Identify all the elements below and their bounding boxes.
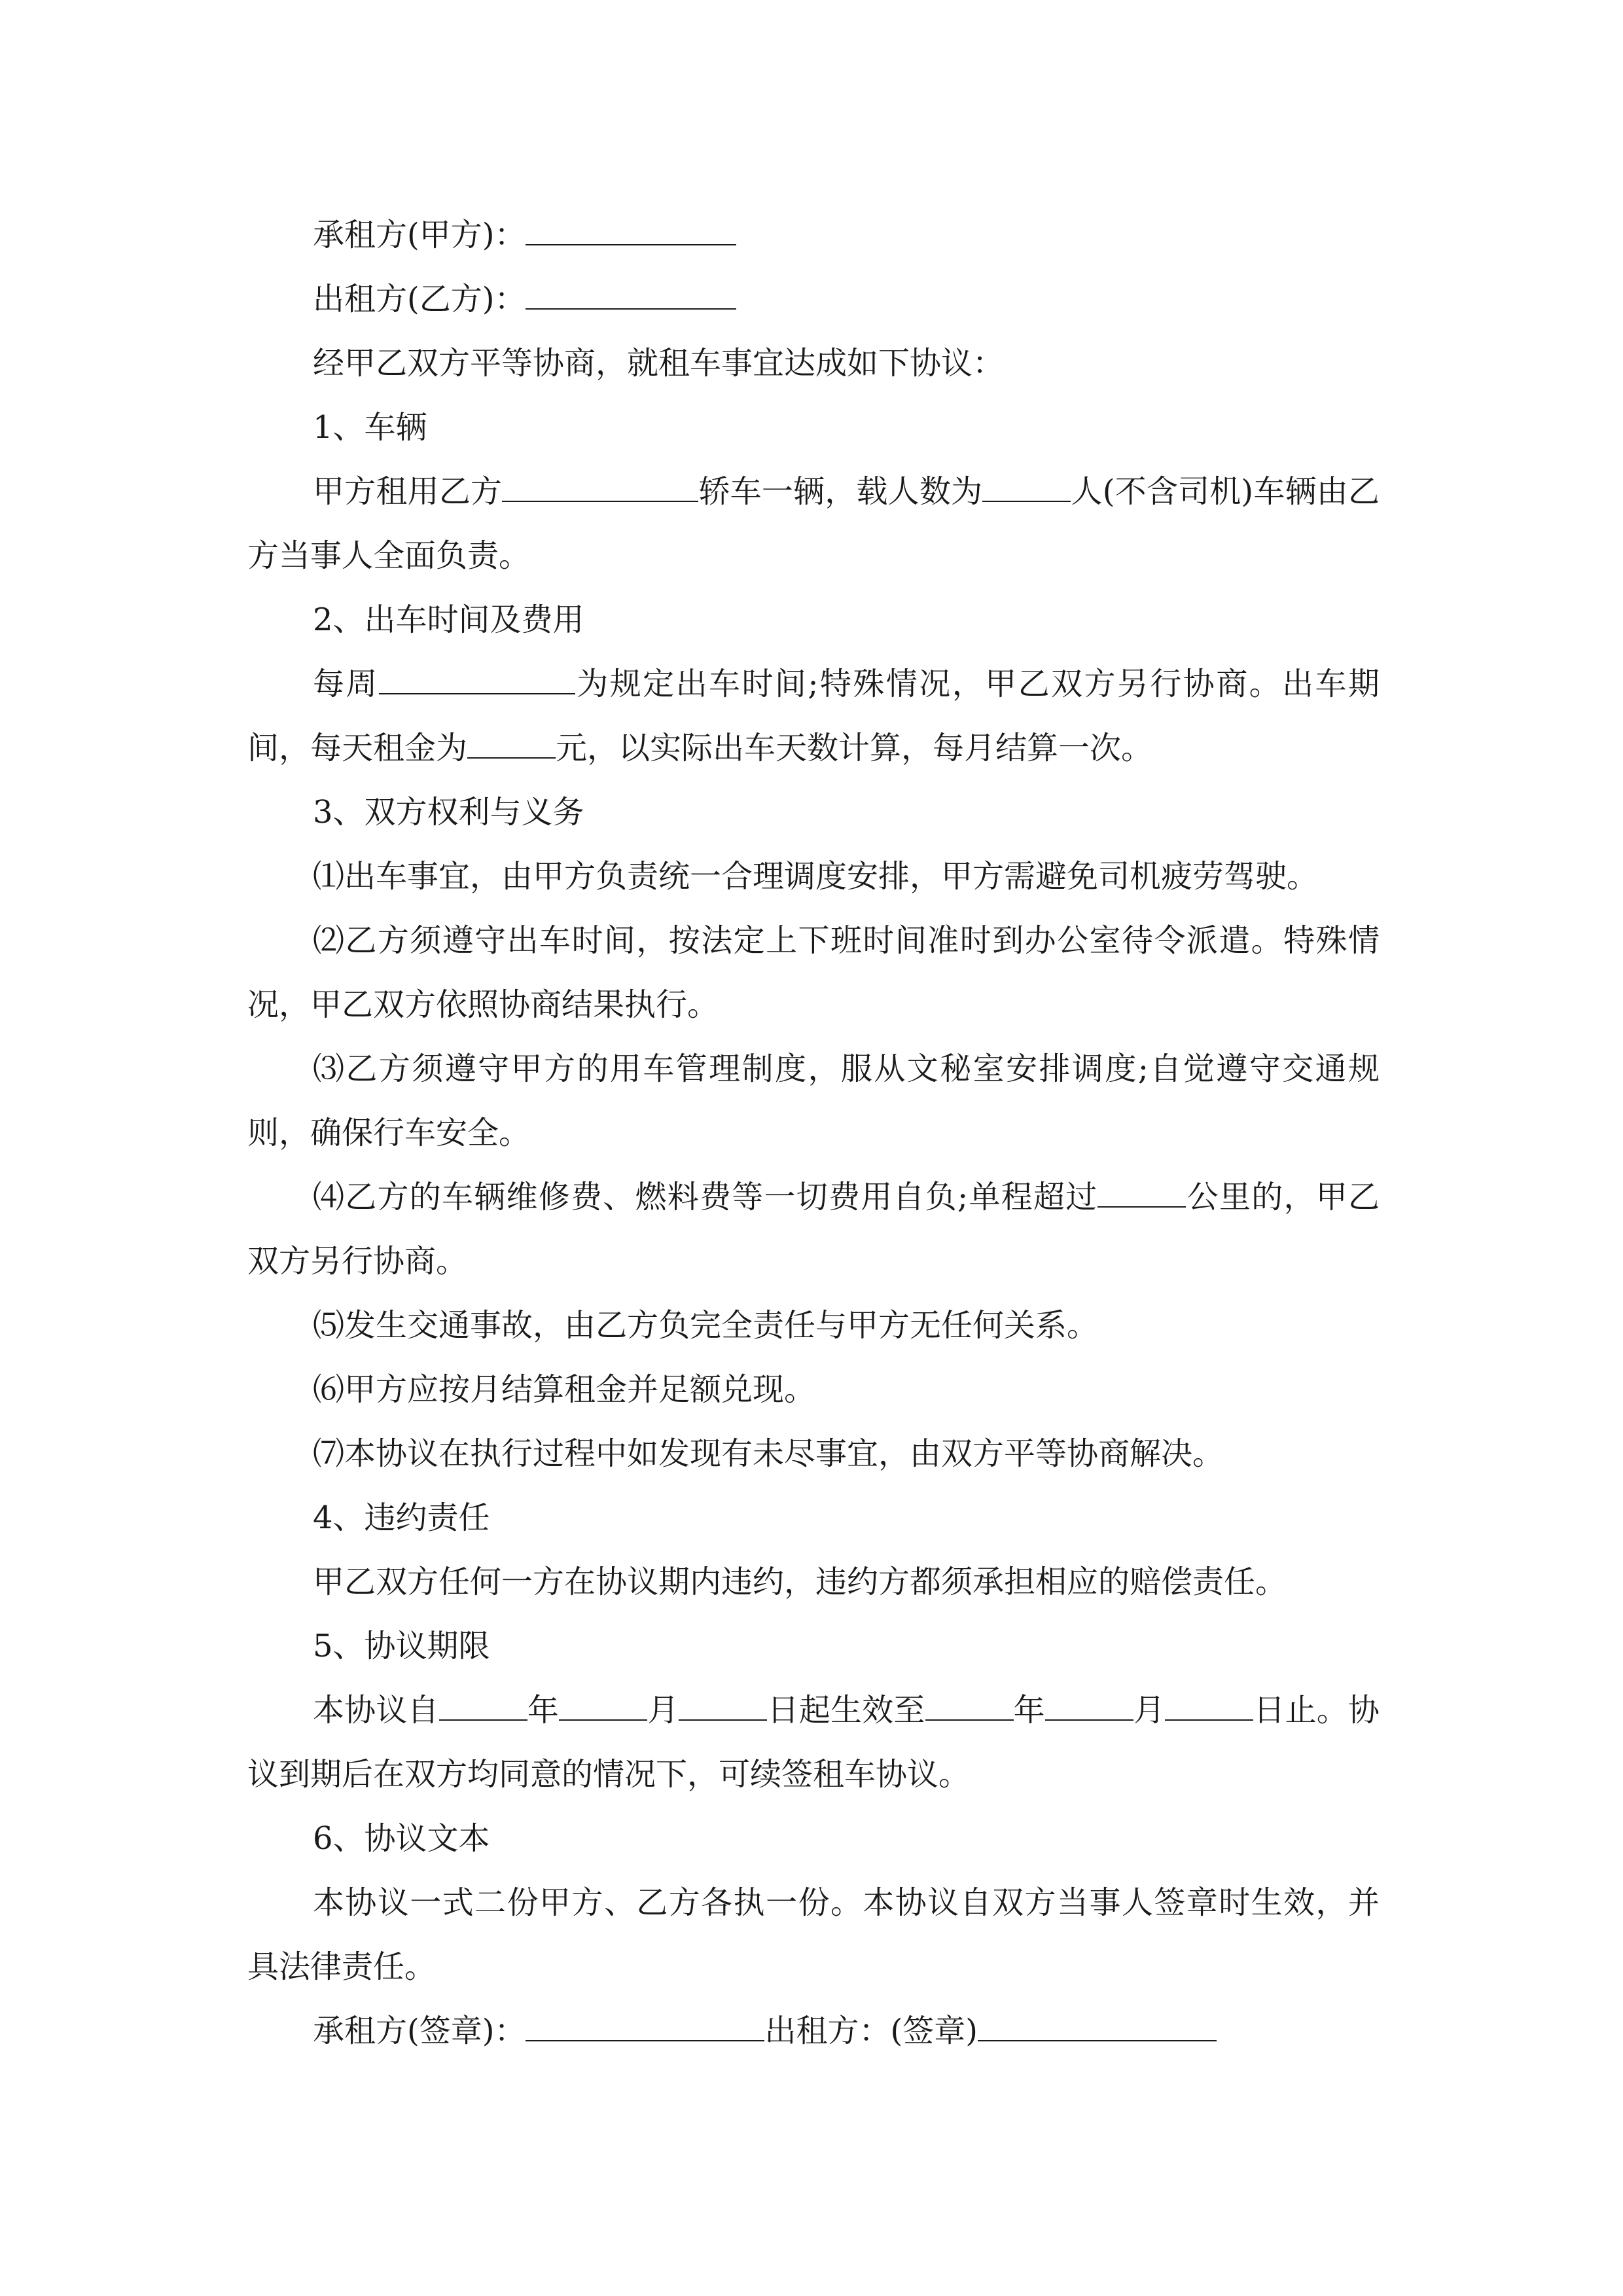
car-model-blank[interactable]: [502, 475, 698, 502]
section-4-paragraph: 甲乙双方任何一方在协议期内违约，违约方都须承担相应的赔偿责任。: [313, 1564, 1287, 1600]
section-5-text-a: 本协议自: [313, 1692, 439, 1729]
party-b-blank[interactable]: [526, 282, 736, 310]
section-3-item-7: ⑺本协议在执行过程中如发现有未尽事宜，由双方平等协商解决。: [313, 1435, 1224, 1472]
start-year-blank[interactable]: [439, 1693, 527, 1721]
start-day-blank[interactable]: [679, 1693, 767, 1721]
signature-line: [247, 1999, 1380, 2063]
section-6-heading: 6、协议文本: [313, 1820, 490, 1857]
section-3-item-1: ⑴出车事宜，由甲方负责统一合理调度安排，甲方需避免司机疲劳驾驶。: [313, 858, 1319, 895]
signature-b-blank[interactable]: [978, 2014, 1217, 2041]
section-5-text-b: 日起生效至: [767, 1692, 925, 1729]
party-b-line: [247, 267, 1380, 331]
section-2-heading: 2、出车时间及费用: [313, 601, 584, 638]
section-3-item-6: ⑹甲方应按月结算租金并足额兑现。: [313, 1371, 816, 1408]
section-1-heading: 1、车辆: [313, 409, 427, 446]
year-label: 年: [527, 1692, 560, 1729]
daily-rent-blank[interactable]: [467, 731, 556, 759]
section-1-text-c: 人(不含司机)车辆由乙方当事人全面负责。: [247, 473, 1380, 574]
section-2-text-c: 元，以实际出车天数计算，每月结算一次。: [556, 730, 1153, 766]
end-month-blank[interactable]: [1045, 1693, 1133, 1721]
section-3-item-5: ⑸发生交通事故，由乙方负完全责任与甲方无任何关系。: [313, 1307, 1099, 1344]
party-a-line: [247, 203, 1380, 267]
end-day-blank[interactable]: [1165, 1693, 1253, 1721]
party-a-blank[interactable]: [526, 218, 736, 245]
distance-limit-blank[interactable]: [1097, 1180, 1186, 1208]
passenger-count-blank[interactable]: [982, 475, 1071, 502]
month-label: 月: [1133, 1692, 1166, 1729]
month-label: 月: [647, 1692, 679, 1729]
year-label: 年: [1013, 1692, 1045, 1729]
section-6-paragraph: 本协议一式二份甲方、乙方各执一份。本协议自双方当事人签章时生效，并具法律责任。: [247, 1884, 1380, 1985]
signature-b-label: 出租方：(签章): [764, 2013, 978, 2049]
weekly-schedule-blank[interactable]: [379, 667, 575, 694]
signature-a-blank[interactable]: [526, 2014, 764, 2041]
intro-paragraph: 经甲乙双方平等协商，就租车事宜达成如下协议：: [313, 345, 1005, 382]
section-3-heading: 3、双方权利与义务: [313, 794, 584, 831]
section-1-paragraph: [247, 459, 1380, 588]
section-3-item-2: ⑵乙方须遵守出车时间，按法定上下班时间准时到办公室待令派遣。特殊情况，甲乙双方依照协商结果执行。: [247, 922, 1380, 1023]
start-month-blank[interactable]: [559, 1693, 647, 1721]
section-4-heading: 4、违约责任: [313, 1499, 490, 1536]
section-5-heading: 5、协议期限: [313, 1628, 490, 1664]
section-5-text-c: 日止。协议到期后在双方均同意的情况下，可续签租车协议。: [247, 1692, 1380, 1793]
section-3-item-3: ⑶乙方须遵守甲方的用车管理制度，服从文秘室安排调度;自觉遵守交通规则，确保行车安全。: [247, 1050, 1380, 1151]
contract-page: [247, 203, 1380, 2063]
section-3-item-4-text-b: 公里的，甲乙双方另行协商。: [247, 1179, 1380, 1280]
end-year-blank[interactable]: [925, 1693, 1014, 1721]
section-3-item-4: [247, 1165, 1380, 1293]
section-2-text-b: 为规定出车时间;特殊情况，甲乙双方另行协商。出车期间，每天租金为: [247, 666, 1380, 766]
section-1-text-a: 甲方租用乙方: [313, 473, 503, 510]
section-1-text-b: 轿车一辆，载人数为: [698, 473, 983, 510]
section-2-paragraph: [247, 652, 1380, 780]
section-3-item-4-text-a: ⑷乙方的车辆维修费、燃料费等一切费用自负;单程超过: [313, 1179, 1098, 1215]
section-5-paragraph: [247, 1678, 1380, 1806]
section-2-text-a: 每周: [313, 666, 379, 702]
party-b-label: 出租方(乙方)：: [313, 281, 526, 317]
signature-a-label: 承租方(签章)：: [313, 2013, 526, 2049]
party-a-label: 承租方(甲方)：: [313, 217, 526, 253]
